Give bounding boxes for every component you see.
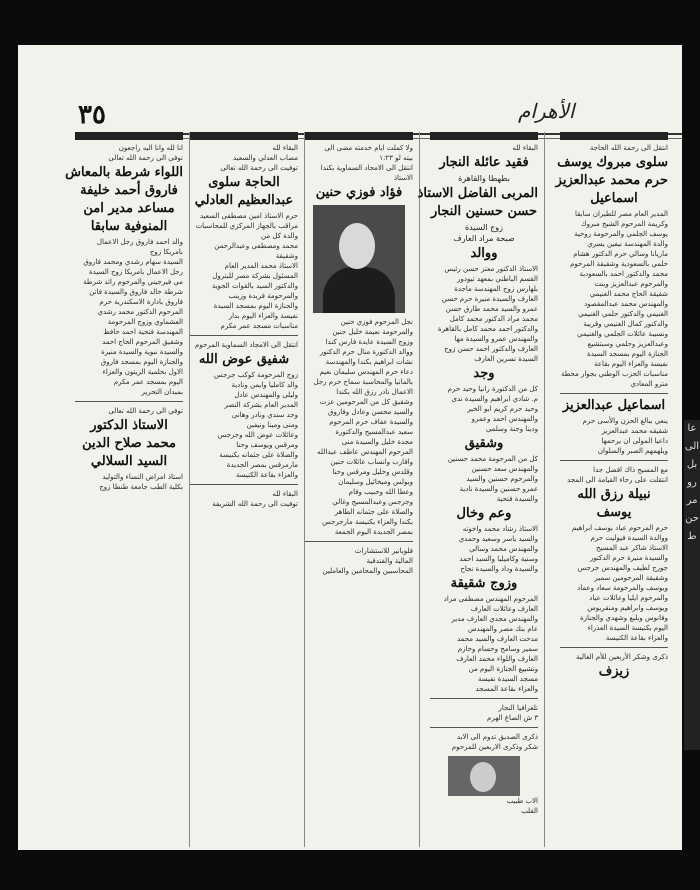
obituary-text-line: الاستاذ شاكر عبد المسيح	[596, 544, 668, 552]
obituary-text-line: والسيدة عفاف حرم المرحوم	[329, 418, 413, 426]
obituary-text-line: والمرحوم عبدالعزيز وبنت	[594, 280, 668, 288]
obituary-text-line: الاول بحلمية الزيتون والعزاء	[102, 368, 183, 376]
obituary-text-line: والدكتور كمال الغنيمي وقريبة	[583, 320, 668, 328]
obituary-text-line: ينعي ببالغ الحزن والأسى حرم	[582, 417, 668, 425]
edge-text-fragment: بل	[686, 459, 698, 470]
column-header-bar	[305, 132, 413, 140]
obituary-text-line: بامريكا زوج	[149, 248, 183, 256]
column-divider	[544, 132, 545, 847]
obituary-text-line: والمرحوم ايليا وعائلات عياد	[589, 594, 668, 602]
obituary-text-line: نجل المرحوم فوزي حنين	[340, 318, 413, 326]
obituary-text-line: ووالدة السيدة فيوليت حرم	[590, 534, 668, 542]
obituary-text-line: والسيدة نبوية والسيدة منيرة	[101, 348, 183, 356]
obituary-text-line: ذكرى وشكر الأربعين للأم الغالية	[576, 653, 668, 661]
obituary-text-line: وجد سندي ونادر وهاني	[231, 411, 298, 419]
obituary-subtitle: صبحة مراد العارف	[453, 234, 515, 243]
obituary-text-line: والمهندس سعد حسنين	[471, 465, 538, 473]
obituary-name: ووالد	[470, 246, 498, 261]
obituary-text-line: بيته لو ١:٢٣	[379, 154, 413, 162]
obituary-text-line: ويوسف والمرحومة سعاد وعماد	[577, 584, 668, 592]
column-1	[555, 132, 668, 682]
edge-text-fragment: ط	[687, 531, 697, 542]
obituary-text-line: المحاسبين والمحامين والعاملين	[322, 567, 413, 575]
obituary-name: اسماعيل عبدالعزيز	[562, 398, 666, 413]
column-header-bar	[75, 132, 183, 140]
obituary-text-line: بلهارس زوج المهندسة ماجدة	[454, 285, 538, 293]
obituary-text-line: ويوسف وابراهيم ومنقريوس	[587, 604, 668, 612]
obituary-text-line: م. شادي ابراهيم والسيدة ندى	[451, 395, 538, 403]
obituary-text-line: والسيدة منيرة حرم الدكتور	[589, 554, 668, 562]
obituary-text-line: وشقيقة	[275, 252, 298, 260]
obituary-name: اللواء شرطة بالمعاش	[65, 165, 183, 180]
obituary-text-line: والمهندس عمرو والسيدة مها	[454, 335, 538, 343]
obituary-text-line: وليلى والمهندس عادل	[234, 391, 298, 399]
obituary-name: حسن حسنين النجار	[430, 204, 538, 219]
obituary-subtitle: زوج السيدة	[464, 223, 504, 232]
obituary-text-line: فلوبانير للاستشارات	[354, 547, 413, 555]
obituary-text-line: وجرجس وعبدالمسيح وغالي	[332, 498, 413, 506]
obituary-text-line: المدير العام مصر للطيران سابقا	[575, 210, 668, 218]
obituary-text-line: وقلدس وخليل ومرقس وحنا	[332, 468, 413, 476]
notice-divider	[190, 335, 298, 336]
obituary-name: حرم محمد عبدالعزيز	[555, 173, 668, 188]
column-divider	[419, 132, 420, 847]
obituary-text-line: ولا كملت ايام خدمته مضى الى	[324, 144, 413, 152]
obituary-text-line: مناسبات مسجد عمر مكرم	[220, 322, 298, 330]
obituary-text-line: المرحوم المهندس مصطفى مراد	[443, 595, 538, 603]
obituary-name: نبيلة رزق الله	[577, 487, 651, 502]
notice-divider	[305, 541, 413, 542]
masthead-logo: الأهرام	[518, 99, 575, 123]
obituary-name: وزوج شقيقة	[450, 576, 518, 591]
obituary-name: مساعد مدير امن	[83, 201, 175, 216]
notice-divider	[560, 460, 668, 461]
obituary-text-line: انتقلت على رجاء القيامة الى المجد	[567, 476, 668, 484]
obituary-text-line: والدة كل من	[261, 232, 298, 240]
obituary-text-line: بميدان التحرير	[141, 388, 183, 396]
obituary-text-line: وبولس وميخائيل وسليمان	[338, 478, 413, 486]
obituary-text-line: ٣ ش الصاغ الهرم	[487, 714, 538, 722]
obituary-text-line: الاستاذ رشاد محمد واخوته	[462, 525, 538, 533]
obituary-text-line: المرحوم الدكتور محمد رشدي	[97, 308, 183, 316]
obituary-text-line: والمرحومة نعيمة خليل حنين	[332, 328, 413, 336]
obituary-text-line: والصلاة على جثمانه بكنيسة	[219, 451, 298, 459]
obituary-text-line: والسيدة وداد والسيدة نجاح	[460, 565, 538, 573]
obituary-text-line: والد كامليا وايمن ونادية	[231, 381, 298, 389]
obituary-text-line: والمرحومة فريدة وزينب	[228, 292, 298, 300]
obituary-text-line: والسيد محسن وعادل وفاروق	[328, 408, 413, 416]
deceased-portrait-photo	[313, 205, 405, 313]
column-3	[305, 132, 413, 576]
edge-text-fragment: رو	[687, 477, 697, 488]
obituary-text-line: عمرو والسيد محمد طارق حسن	[445, 305, 538, 313]
obituary-name: عبدالعظيم العادلي	[194, 193, 294, 208]
obituary-text-line: والعزاء بقاعة الكنيسة	[235, 471, 298, 479]
obituary-text-line: والمهندس محمد عبدالمقصود	[584, 300, 668, 308]
obituary-text-line: المالية والفندقية	[366, 557, 413, 565]
obituary-text-line: نفيسة والعزاء اليوم بقاعة	[594, 360, 668, 368]
obituary-text-line: وسنية وكاميليا والسيد احمد	[459, 555, 538, 563]
obituary-text-line: العارف وعائلات العارف	[470, 605, 538, 613]
obituary-name: فقيد عائلة النجار	[439, 155, 529, 170]
obituary-text-line: العارف والدكتور احمد حسن زوج	[444, 345, 538, 353]
obituary-text-line: انا لله وانا اليه راجعون	[118, 144, 183, 152]
obituary-name: المنوفية سابقا	[90, 219, 168, 234]
obituary-text-line: حلمي بالسعودية وشقيقة المرحوم	[570, 260, 668, 268]
obituary-text-line: حرم المرحوم عياد يوسف ابراهيم	[571, 524, 668, 532]
obituary-text-line: مع المسيح ذاك افضل جدا	[593, 466, 668, 474]
obituary-text-line: نفيسة والعزاء اليوم بدار	[228, 312, 298, 320]
obituary-text-line: شرطة خالد فاروق والسيدة فاتن	[89, 288, 183, 296]
obituary-text-line: بالمانيا والمحاسبة سماح حرم رجل	[313, 378, 413, 386]
obituary-text-line: عام بنك مصر والمهندس	[467, 625, 538, 633]
obituary-text-line: داعيا المولى ان يرحمها	[601, 437, 668, 445]
obituary-name: اسماعيل	[590, 191, 638, 206]
obituary-text-line: توفيت الى رحمة الله الشريفة	[212, 500, 298, 508]
obituary-text-line: زوج المرحومة كوكب جرجس	[214, 371, 298, 379]
obituary-text-line: مدحت العارف والسيد محمد	[456, 635, 538, 643]
obituary-text-line: سعيد عبدالمسيح والدكتورة	[335, 428, 413, 436]
obituary-text-line: كل من الدكتورة رانيا وحيد حرم	[447, 385, 538, 393]
column-header-bar	[430, 132, 538, 140]
obituary-text-line: وشقيقة المرحومين سمير	[594, 574, 668, 582]
obituary-name: وجد	[473, 366, 495, 381]
obituary-text-line: ذكرى الصديق تدوم الى الابد	[456, 733, 538, 741]
obituary-text-line: مصاب العدلي والسعيد	[233, 154, 298, 162]
obituary-text-line: الغنيمي والدكتور حلمي الغنيمي	[578, 310, 668, 318]
small-portrait-photo	[448, 756, 520, 796]
obituary-text-line: ومرقس ويوسف وحنا	[236, 441, 298, 449]
obituary-name: فاروق أحمد خليفة	[80, 183, 178, 198]
adjacent-page-edge	[684, 420, 700, 750]
obituary-name: فؤاد فوزي حنين	[315, 185, 403, 200]
obituary-text-line: والدة المهندسة نيفين يسري	[587, 240, 668, 248]
obituary-text-line: ونسيبة عائلات الجلمي والغنيمي	[577, 330, 668, 338]
obituary-text-line: والمهندس احمد وعمرو	[471, 415, 538, 423]
obituary-text-line: الجنازة اليوم بمسجد السيدة	[587, 350, 668, 358]
obituary-text-line: القسم الباطني بمعهد تيودور	[457, 275, 538, 283]
obituary-text-line: وحيد حرم كريم ابو الخير	[467, 405, 538, 413]
obituary-text-line: والدكتور السيد بالقوات الجوية	[211, 282, 298, 290]
obituary-text-line: السيدة نسرين العارف	[474, 355, 538, 363]
obituary-text-line: تلغرافيا النجار	[498, 704, 538, 712]
obituary-text-line: استاذ امراض النساء والتوليد	[102, 473, 183, 481]
obituary-name: الاستاذ الدكتور	[90, 418, 168, 433]
obituary-text-line: يوسف الجلمي والمرحومة روحية	[574, 230, 668, 238]
obituary-text-line: الاستاذ محمد المدير العام	[224, 262, 298, 270]
obituary-text-line: والعزاء بقاعة الكنيسة	[605, 634, 668, 642]
obituary-text-line: كل من المرحومة محمد حسنين	[447, 455, 538, 463]
obituary-text-line: مي فيرجيني والمرحوم رائد شرطة	[83, 278, 183, 286]
obituary-text-line: القلب	[521, 807, 538, 815]
obituary-text-line: وعطا الله وحبيب وفام	[348, 488, 413, 496]
obituary-text-line: والدكتور احمد محمد كامل بالقاهرة	[437, 325, 538, 333]
obituary-text-line: وفانوس وبلبع وشهدي والجنازة	[579, 614, 668, 622]
edge-text-fragment: مر	[686, 495, 698, 506]
obituary-text-line: دعاء حرم المهندس سليمان نعيم	[319, 368, 413, 376]
obituary-text-line: العشماوي وزوج المرحومة	[107, 318, 183, 326]
obituary-text-line: شقيقة الحاج محمد الغنيمي	[589, 290, 668, 298]
obituary-text-line: حرم الاستاذ امين مصطفى السعيد	[199, 212, 298, 220]
obituary-name: الحاجة سلوى	[208, 175, 280, 190]
obituary-text-line: مسجد السيدة نفيسة	[477, 675, 538, 683]
obituary-text-line: البقاء لله	[512, 144, 538, 152]
column-5	[65, 132, 183, 492]
obituary-name: وعم وخال	[456, 506, 512, 521]
obituary-text-line: فاروق بادارة الاسكندرية حرم	[99, 298, 183, 306]
obituary-text-line: والد احمد فاروق رجل الاعمال	[96, 238, 183, 246]
obituary-text-line: البقاء لله	[272, 490, 298, 498]
obituary-text-line: نشأت ابراهيم بكندا والمهندسة	[325, 358, 413, 366]
obituary-text-line: المدير العام بشركة النصر	[224, 401, 298, 409]
obituary-text-line: المسئول بشركة مصر للبترول	[212, 272, 298, 280]
obituary-text-line: العارف والسيدة منيرة حرم حسن	[441, 295, 538, 303]
obituary-text-line: مناسبات الحزب الوطني بجوار محطة	[560, 370, 668, 378]
obituary-text-line: اليوم بكنيسة السيدة العذراء	[587, 624, 668, 632]
column-4	[190, 132, 298, 509]
obituary-text-line: بكلية الطب جامعة طنطا زوج	[99, 483, 183, 491]
edge-text-fragment: عا	[687, 423, 697, 434]
obituary-text-line: البقاء لله	[272, 144, 298, 152]
obituary-text-line: واقارب وانساب عائلات حنين	[330, 458, 413, 466]
obituary-name: وشقيق	[464, 436, 504, 451]
obituary-text-line: بكندا والعزاء بكنيسة مارجرجس	[322, 518, 413, 526]
obituary-text-line: الاب طبيب	[506, 797, 538, 805]
obituary-text-line: ويلهمهم الصبر والسلوان	[597, 447, 668, 455]
obituary-text-line: وشقيق كل من المرحومين عزت	[319, 398, 413, 406]
obituary-text-line: مترو المعادي	[630, 380, 668, 388]
obituary-text-line: وكريمة المرحوم الشيخ مبروك	[580, 220, 668, 228]
obituary-text-line: الاستاذ	[393, 174, 413, 182]
obituary-text-line: والسيدة فتحية	[496, 495, 538, 503]
obituary-text-line: توفى الى رحمة الله تعالى	[108, 154, 183, 162]
obituary-text-line: العارف واللواء محمد العارف	[456, 655, 538, 663]
column-2	[417, 132, 538, 816]
obituary-subtitle: بطهطا والقاهرة	[458, 174, 510, 183]
obituary-text-line: وعبدالعزيز وحلمي وسبتشيع	[587, 340, 668, 348]
obituary-text-line: رجل الاعمال بامريكا زوج السيدة	[89, 268, 183, 276]
obituary-text-line: محمد ومصطفى وعبدالرحمن	[214, 242, 298, 250]
obituary-text-line: ووالد الدكتورة منال حرم الدكتور	[319, 348, 413, 356]
edge-text-fragment: حن	[685, 513, 699, 524]
obituary-text-line: والعزاء بقاعة المسجد	[475, 685, 538, 693]
obituary-text-line: وتشييع الجنازة اليوم من	[468, 665, 538, 673]
notice-divider	[560, 393, 668, 394]
obituary-text-line: والجنازة اليوم بمسجد السيدة	[213, 302, 298, 310]
obituary-text-line: توفي الى رحمة الله تعالى	[108, 407, 183, 415]
obituary-text-line: محمد والدكتور احمد بالسعودية	[579, 270, 668, 278]
obituary-text-line: عمرو حسنين والسيدة نادية	[459, 485, 538, 493]
obituary-text-line: وعائلات عوض الله وجرجس	[217, 431, 298, 439]
obituary-text-line: المرحوم المهندس عاطف عبدالله	[317, 448, 413, 456]
notice-divider	[560, 647, 668, 648]
edge-text-fragment: الى	[684, 441, 700, 452]
obituary-text-line: مارمرقس بمصر الجديدة	[226, 461, 298, 469]
obituary-text-line: الاعمال نادر رزق الله بكندا	[336, 388, 413, 396]
obituary-text-line: والمهندس مجدي العارف مدير	[451, 615, 538, 623]
obituary-text-line: ودينا وجنة وسلمى	[485, 425, 538, 433]
notice-divider	[430, 727, 538, 728]
obituary-name: المربى الفاضل الاستاذ	[417, 186, 538, 201]
obituary-text-line: بمصر الجديدة اليوم الجمعة	[334, 528, 413, 536]
obituary-text-line: السيدة سهام رشدي ومحمد فاروق	[83, 258, 183, 266]
obituary-name: السيد السلالي	[90, 454, 168, 469]
obituary-text-line: ومنى ومينا ونيفين	[246, 421, 298, 429]
obituary-text-line: جورج لطيف والمهندس جرجس	[577, 564, 668, 572]
obituary-name: محمد صلاح الدين	[82, 436, 176, 451]
obituary-text-line: انتقل الى الامجاد السماوية المرحوم	[195, 341, 298, 349]
obituary-text-line: والجنازة اليوم بمسجد فاروق	[100, 358, 183, 366]
obituary-text-line: سمير وسامح وحسام وحازم	[457, 645, 538, 653]
obituary-text-line: والمرحوم حسنين والسيد	[466, 475, 538, 483]
obituary-text-line: والسيد ياسر وسعيد وحمدي	[458, 535, 538, 543]
obituary-text-line: توفيت الى رحمة الله تعالى	[220, 164, 298, 172]
obituary-text-line: مجدة خليل والسيدة منى	[341, 438, 413, 446]
obituary-text-line: الاستاذ الدكتور معتز حسن رئيس	[444, 265, 538, 273]
obituary-text-line: المهندسة فتحية احمد حافظ	[103, 328, 183, 336]
obituary-text-line: والصلاة على جثمانه الطاهر	[334, 508, 413, 516]
obituary-text-line: انتقل الى الامجاد السماوية بكندا	[320, 164, 413, 172]
obituary-name: سلوى مبروك يوسف	[557, 155, 668, 170]
obituary-text-line: ماريانا وسالي حرم الدكتور هشام	[573, 250, 668, 258]
page-number: ٣٥	[78, 100, 106, 130]
obituary-text-line: وشقيق المرحوم الحاج احمد	[102, 338, 183, 346]
obituary-name: شفيق عوض الله	[198, 352, 290, 367]
obituary-name: زيزف	[598, 664, 630, 679]
obituary-text-line: شقيقه محمد عبدالعزيز	[601, 427, 668, 435]
obituary-name: يوسف	[596, 505, 632, 520]
obituary-text-line: محمد مراد الدكتور محمد كامل	[449, 315, 538, 323]
obituary-text-line: اليوم بمسجد عمر مكرم	[113, 378, 183, 386]
obituary-text-line: والمهندس محمد وسالي	[469, 545, 538, 553]
notice-divider	[430, 698, 538, 699]
notice-divider	[75, 401, 183, 402]
obituary-text-line: شكر وذكرى الاربعين للمرحوم	[451, 743, 538, 751]
column-header-bar	[190, 132, 298, 140]
obituary-text-line: مراقب بالجهاز المركزي للمحاسبات	[195, 222, 298, 230]
column-header-bar	[560, 132, 668, 140]
notice-divider	[190, 484, 298, 485]
obituary-text-line: انتقل الى رحمة الله الحاجة	[589, 144, 668, 152]
obituary-text-line: وزوج السيدة عايدة فارس كندا	[325, 338, 413, 346]
